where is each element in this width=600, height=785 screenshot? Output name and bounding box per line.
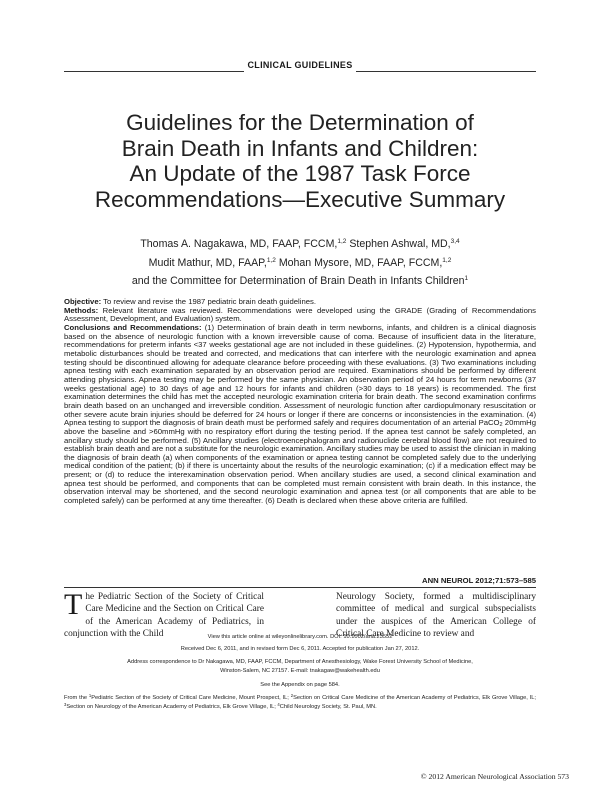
abstract-label: Conclusions and Recommendations: (64, 322, 202, 332)
author-line (30, 254, 570, 273)
committee-name: and the Committee for Determination of Brain Death in Infants Children (131, 275, 465, 287)
article-title (40, 110, 560, 212)
title-line: Brain Death in Infants and Children: (121, 135, 479, 161)
body-column-right (336, 591, 536, 640)
correspondence-email[interactable]: Winston-Salem, NC 27157. E-mail: tnakagaw@wakehealth.edu (220, 668, 380, 674)
article-notes (64, 634, 536, 712)
appendix-note: See the Appendix on page 584. (260, 682, 340, 688)
affiliations (64, 694, 536, 712)
title-line: Guidelines for the Determination of (126, 110, 474, 135)
affiliation-marker: 3 (64, 702, 67, 707)
abstract-text: To review and revise the 1987 pediatric brain death guidelines. (103, 297, 316, 306)
drop-cap: T (64, 588, 83, 621)
abstract-rule (64, 587, 536, 588)
abstract-label: Methods: (64, 305, 99, 315)
author-line (30, 272, 570, 291)
author-name: Stephen Ashwal, MD, (349, 238, 451, 250)
affiliation-marker: 1,2 (337, 238, 347, 245)
affiliation-marker: 1,2 (266, 256, 276, 264)
title-line: Recommendations—Executive Summary (94, 186, 506, 212)
page-footer: © 2012 American Neurological Association 573 (420, 772, 569, 781)
abstract-text: Relevant literature was reviewed. Recommendations were developed using the GRADE (Grading of Recommendations Assessment, Development, and Evaluation) system. (64, 305, 536, 324)
abstract-label: Objective: (64, 297, 102, 306)
affiliation-marker: 1,2 (442, 256, 452, 264)
affiliation-text: Section on Critical Care Medicine of the American Academy of Pediatrics, Elk Grove Village, IL; (293, 695, 537, 701)
affiliation-text: Pediatric Section of the Society of Critical Care Medicine, Mount Prospect, IL; (91, 695, 291, 701)
affiliation-marker: 1 (464, 275, 469, 282)
affiliation-marker: 1 (88, 693, 92, 698)
abstract-subscript: 2 (499, 422, 503, 429)
title-line: An Update of the 1987 Task Force (129, 161, 471, 186)
author-name: Mudit Mathur, MD, FAAP, (148, 256, 267, 269)
abstract-text: (1) Determination of brain death in term newborns, infants, and children is a clinical diagnosis based on the absence of neurologic function with a known irreversible cause of coma. Because of insufficient data in the literature, recommendations for preterm infants <37 weeks gestational age are not included in these guidelines. (2) Hypotension, hypothermia, and metabolic disturbances should be treated and corrected, and medications that can interfere with the neurologic examination and apnea testing should be discontinued allowing for adequate clearance before proceeding with these evaluations. (3) Two examinations including apnea testing with each examination separated by an observation period are required. Examinations should be performed by different attending physicians. Apnea testing may be performed by the same physician. An observation period of 24 hours for term newborns (37 weeks gestational age) to 30 days of age and 12 hours for infants and children (>30 days to 18 years) is recommended. The first examination determines the child has met the accepted neurologic examination criteria for brain death. The second examination confirms brain death based on an unchanged and irreversible condition. Assessment of neurologic function after cardiopulmonary resuscitation or other severe acute brain injuries should be deferred for 24 hours or longer if there are concerns or inconsistencies in the examination. (4) Apnea testing to support the diagnosis of brain death must be performed safely and requires documentation of an arterial PaCO (64, 322, 536, 428)
author-list (30, 235, 570, 291)
affiliation-marker: 3,4 (450, 238, 460, 245)
body-column-left (64, 588, 264, 640)
body-text: Neurology Society, formed a multidisciplinary committee of medical and surgical subspecialists under the auspices of the American College of Critical Care Medicine to review and (336, 592, 536, 639)
received-dates: Received Dec 6, 2011, and in revised form Dec 6, 2011. Accepted for publication Jan 27, 2012. (180, 646, 420, 652)
affiliation-marker: 4 (277, 702, 280, 707)
abstract-text: 20mmHg above the baseline and >60mmHg with no respiratory effort during the testing period. If the apnea test cannot be safely completed, an ancillary study should be performed. (5) Ancillary studies (electroencephalogram and radionuclide cerebral blood flow) are not required to establish brain death and are not a substitute for the neurologic examination. Ancillary studies may be used to assist the clinician in making the diagnosis of brain death (a) when components of the examination or apnea testing cannot be completed safely due to the underlying medical condition of the patient; (b) if there is uncertainty about the results of the neurologic examination; (c) if a medication effect may be present; or (d) to reduce the interexamination observation period. When ancillary studies are used, a second clinical examination and apnea test should be performed, and components that can be completed must remain consistent with brain death. In this instance, the observation interval may be shortened, and the second neurologic examination and apnea test (or all components that are able to be completed safely) can be performed at any time thereafter. (6) Death is declared when these above criteria are fulfilled. (64, 418, 536, 506)
affiliation-text: Section on Neurology of the American Academy of Pediatrics, Elk Grove Village, IL; (66, 704, 278, 710)
author-name: Mohan Mysore, MD, FAAP, FCCM, (278, 256, 443, 269)
section-label: CLINICAL GUIDELINES (247, 60, 353, 70)
correspondence-address: Address correspondence to Dr Nakagawa, MD, FAAP, FCCM, Department of Anesthesiology, Wake Forest University School of Medicine, (127, 659, 473, 665)
header-rule-right (356, 71, 536, 72)
affiliation-marker: 2 (290, 693, 294, 698)
author-line (30, 235, 570, 254)
author-name: Thomas A. Nagakawa, MD, FAAP, FCCM, (140, 238, 338, 250)
body-text: he Pediatric Section of the Society of Critical Care Medicine and the Section on Critical Care of the American Academy of Pediatrics, in conjunction with the Child (64, 592, 264, 639)
journal-citation: ANN NEUROL 2012;71:573–585 (422, 576, 536, 585)
abstract (64, 298, 536, 506)
online-link[interactable]: View this article online at wileyonlinelibrary.com. DOI: 10.1002/ana.23552 (207, 634, 393, 640)
affiliation-text: From the (64, 695, 89, 701)
affiliation-text: Child Neurology Society, St. Paul, MN. (279, 704, 377, 710)
abstract-conclusions (64, 324, 536, 506)
header-rule-left (64, 71, 244, 72)
abstract-methods (64, 307, 536, 324)
